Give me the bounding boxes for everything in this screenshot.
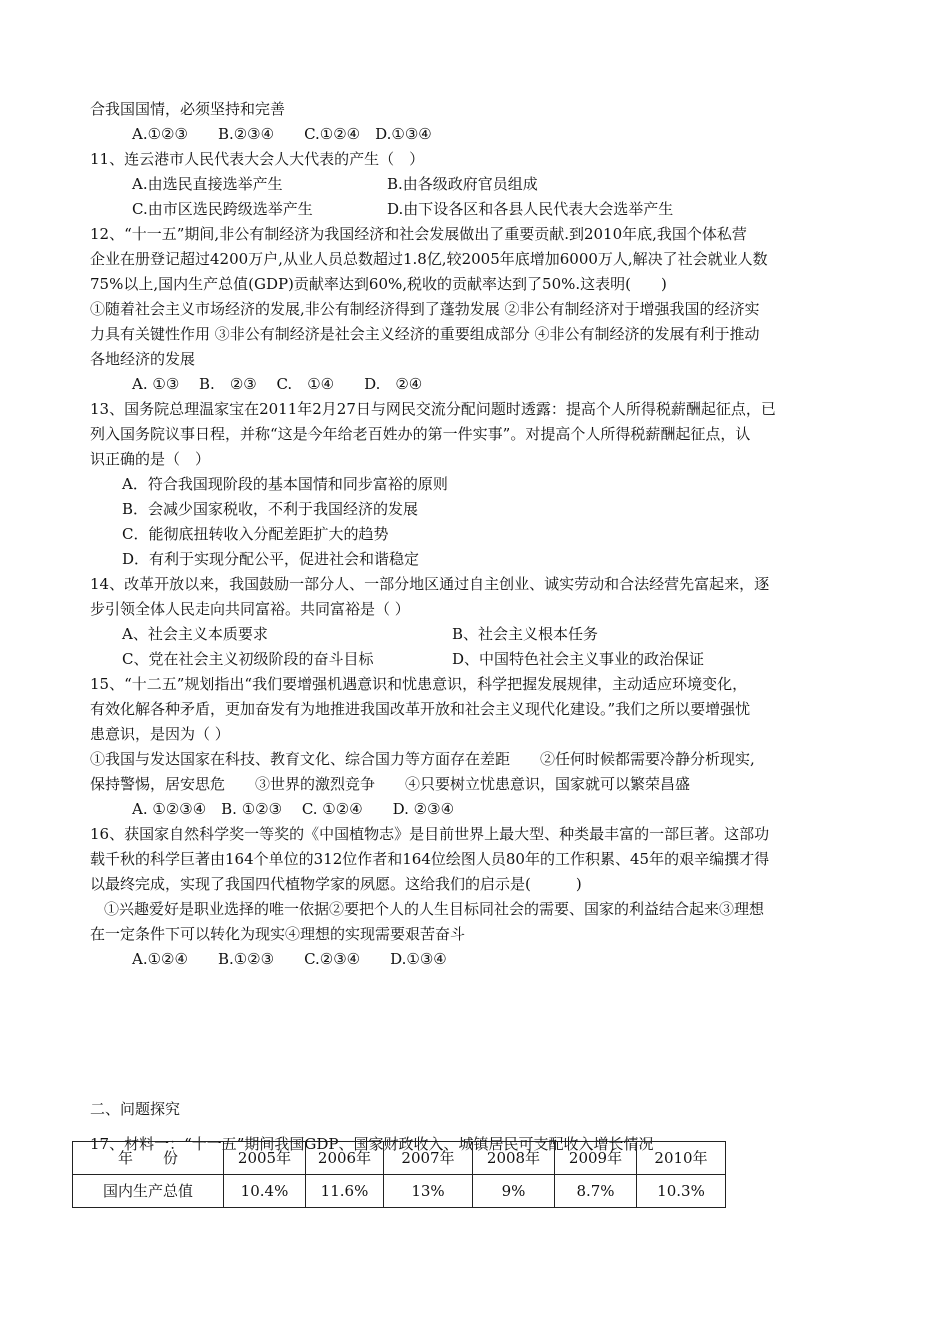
question-13-line: 列入国务院议事日程，并称“这是今年给老百姓办的第一件实事”。对提高个人所得税薪酬起征点，认 [90,425,751,443]
option-d: D.由下设各区和各县人民代表大会选举产生 [387,200,674,218]
table-header-cell: 年 份 [73,1142,224,1175]
table-header-cell: 2006年 [306,1142,384,1175]
option-b: B.由各级政府官员组成 [387,175,538,193]
question-13-line: 识正确的是（ ） [90,450,211,468]
table-cell: 8.7% [555,1175,637,1208]
table-cell: 10.4% [224,1175,306,1208]
question-11: 11、连云港市人民代表大会人大代表的产生（ ） [90,150,425,168]
question-15-line: 患意识，是因为（ ） [90,725,230,743]
table-header-row [73,1142,726,1175]
question-15-line: ①我国与发达国家在科技、教育文化、综合国力等方面存在差距 ②任何时候都需要冷静分析现实, [90,750,755,768]
question-16-line: 载千秋的科学巨著由164个单位的312位作者和164位绘图人员80年的工作积累、45年的艰辛编撰才得 [90,850,770,868]
table-header-cell: 2007年 [384,1142,473,1175]
table-header-cell: 2008年 [473,1142,555,1175]
table-cell: 10.3% [637,1175,726,1208]
question-12-line: 75%以上,国内生产总值(GDP)贡献率达到60%,税收的贡献率达到了50%.这表明( ) [90,275,667,293]
question-15-line: 保持警惕，居安思危 ③世界的激烈竞争 ④只要树立忧患意识，国家就可以繁荣昌盛 [90,775,691,793]
question-17: 17、材料一：“十一五”期间我国GDP、国家财政收入、城镇居民可支配收入增长情况 [90,1135,654,1153]
option-b: B．会减少国家税收，不利于我国经济的发展 [122,500,419,518]
table-header-cell: 2009年 [555,1142,637,1175]
option-c: C．能彻底扭转收入分配差距扩大的趋势 [122,525,389,543]
table-cell: 11.6% [306,1175,384,1208]
question-16-line: 16、获国家自然科学奖一等奖的《中国植物志》是目前世界上最大型、种类最丰富的一部巨著。这部功 [90,825,770,843]
option-row [90,197,860,222]
option-b: B、社会主义根本任务 [452,625,599,643]
question-15-line: 15、“十二五”规划指出“我们要增强机遇意识和忧患意识，科学把握发展规律，主动适应环境变化， [90,675,748,693]
option-d: D、中国特色社会主义事业的政治保证 [452,650,705,668]
option-d: D．有利于实现分配公平，促进社会和谐稳定 [122,550,420,568]
question-16-line: 以最终完成，实现了我国四代植物学家的夙愿。这给我们的启示是( ) [90,875,582,893]
question-12-line: 企业在册登记超过4200万户,从业人员总数超过1.8亿,较2005年底增加6000万人,解决了社会就业人数 [90,250,768,268]
text-line: 合我国国情，必须坚持和完善 [90,100,286,118]
section-heading: 二、问题探究 [90,1100,181,1118]
option-a: A.由选民直接选举产生 [132,175,283,193]
question-15-line: 有效化解各种矛盾，更加奋发有为地推进我国改革开放和社会主义现代化建设。”我们之所以要增强忧 [90,700,751,718]
answer-options: A. ①③ B. ②③ C. ①④ D. ②④ [132,375,423,393]
question-12-line: 各地经济的发展 [90,350,196,368]
option-a: A．符合我国现阶段的基本国情和同步富裕的原则 [122,475,448,493]
table-cell: 13% [384,1175,473,1208]
question-16-line: ①兴趣爱好是职业选择的唯一依据②要把个人的人生目标同社会的需要、国家的利益结合起来③理想 [104,900,765,918]
option-c: C、党在社会主义初级阶段的奋斗目标 [122,650,374,668]
question-content [90,97,860,1157]
answer-options: A.①②③ B.②③④ C.①②④ D.①③④ [132,125,432,143]
question-13-line: 13、国务院总理温家宝在2011年2月27日与网民交流分配问题时透露：提高个人所得税薪酬起征点，已 [90,400,776,418]
question-12-line: ①随着社会主义市场经济的发展,非公有制经济得到了蓬勃发展 ②非公有制经济对于增强我国的经济实 [90,300,760,318]
table-header-cell: 2005年 [224,1142,306,1175]
gdp-growth-table [72,1141,726,1208]
table-header-cell: 2010年 [637,1142,726,1175]
answer-options: A. ①②③④ B. ①②③ C. ①②④ D. ②③④ [132,800,455,818]
blank-space [90,972,860,1097]
table-row [73,1175,726,1208]
table-cell: 国内生产总值 [73,1175,224,1208]
option-row [90,172,860,197]
option-c: C.由市区选民跨级选举产生 [132,200,313,218]
question-12-line: 12、“十一五”期间,非公有制经济为我国经济和社会发展做出了重要贡献.到2010年底,我国个体私营 [90,225,747,243]
answer-options: A.①②④ B.①②③ C.②③④ D.①③④ [132,950,447,968]
table-cell: 9% [473,1175,555,1208]
question-12-line: 力具有关键性作用 ③非公有制经济是社会主义经济的重要组成部分 ④非公有制经济的发展有利于推动 [90,325,760,343]
question-14-line: 步引领全体人民走向共同富裕。共同富裕是（ ） [90,600,410,618]
question-14-line: 14、改革开放以来，我国鼓励一部分人、一部分地区通过自主创业、诚实劳动和合法经营先富起来，逐 [90,575,770,593]
question-16-line: 在一定条件下可以转化为现实④理想的实现需要艰苦奋斗 [90,925,466,943]
option-a: A、社会主义本质要求 [122,625,268,643]
option-row [90,647,860,672]
option-row [90,622,860,647]
